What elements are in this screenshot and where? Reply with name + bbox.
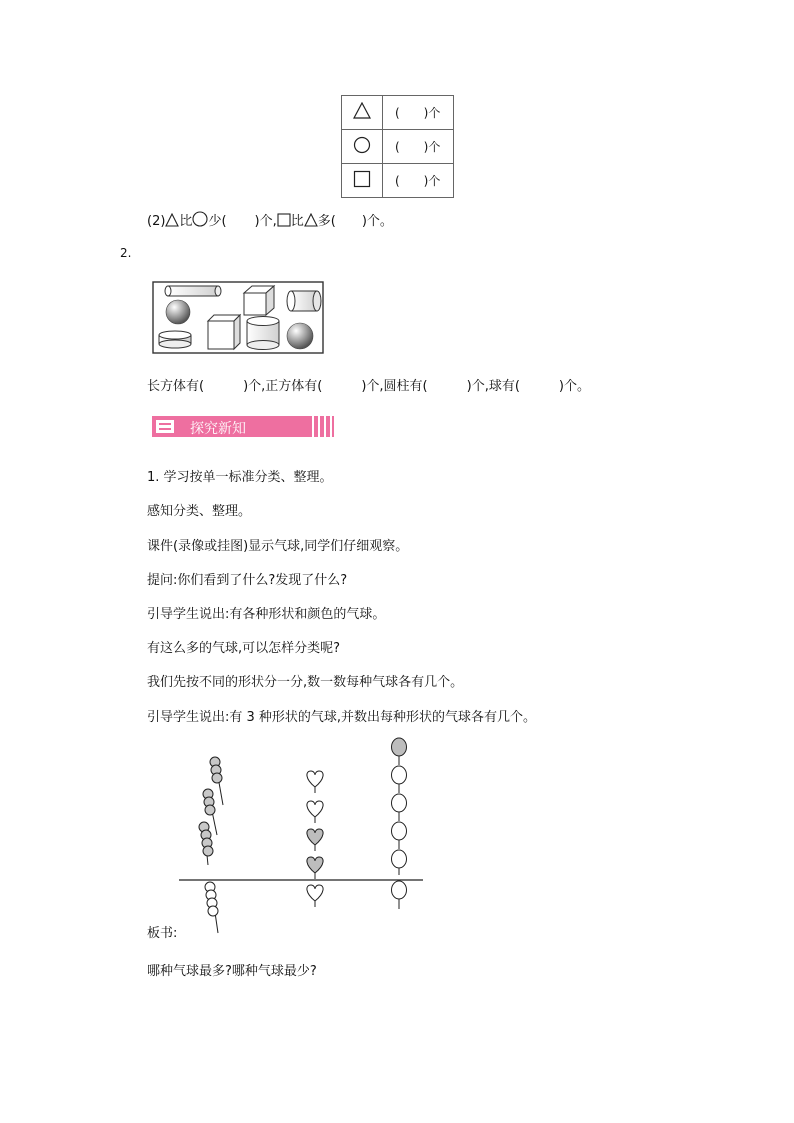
unit-text: )个。 xyxy=(361,214,393,229)
more-word: 多( xyxy=(317,214,336,229)
square-cell xyxy=(342,164,383,198)
question-prefix: (2) xyxy=(147,214,166,229)
round-balloon-icon xyxy=(392,881,407,909)
board-label: 板书: xyxy=(147,926,178,941)
paragraph: 引导学生说出:有各种形状和颜色的气球。 xyxy=(147,607,386,622)
question-number: 2. xyxy=(120,246,132,260)
count-blank: ( )个 xyxy=(395,174,441,188)
upright-cylinder-icon xyxy=(247,317,279,350)
sphere-icon xyxy=(287,323,313,349)
less-word: 少( xyxy=(208,214,227,229)
paragraph: 感知分类、整理。 xyxy=(147,504,252,519)
round-balloon-icon xyxy=(392,738,407,765)
heart-balloon-icon xyxy=(307,771,323,793)
square-icon xyxy=(353,170,371,188)
cuboid-icon xyxy=(208,315,240,349)
final-question: 哪种气球最多?哪种气球最少? xyxy=(147,964,317,979)
paragraph: 提问:你们看到了什么?发现了什么? xyxy=(147,573,348,588)
round-balloon-column xyxy=(392,738,407,909)
count-cell xyxy=(383,164,454,198)
heart-balloon-icon xyxy=(307,885,323,907)
count-blank: ( )个 xyxy=(395,140,441,154)
long-cylinder-icon xyxy=(165,286,221,296)
heart-balloon-column xyxy=(307,771,323,907)
paragraph: 我们先按不同的形状分一分,数一数每种气球各有几个。 xyxy=(147,675,464,690)
sphere-icon xyxy=(166,300,190,324)
square-icon xyxy=(277,213,291,227)
count-blank: ( )个 xyxy=(395,106,441,120)
heart-balloon-icon xyxy=(307,801,323,823)
compare-word: 比 xyxy=(290,214,304,229)
bead-balloon-column xyxy=(199,757,223,933)
shape-count-table xyxy=(341,95,454,198)
table-row xyxy=(342,164,454,198)
round-balloon-icon xyxy=(392,794,407,821)
table-row xyxy=(342,96,454,130)
round-balloon-icon xyxy=(392,766,407,793)
section-number-icon xyxy=(154,418,176,435)
triangle-icon xyxy=(353,102,371,120)
table-row xyxy=(342,130,454,164)
solids-answer-line: 长方体有( )个,正方体有( )个,圆柱有( )个,球有( )个。 xyxy=(147,379,590,394)
triangle-icon xyxy=(304,213,318,227)
comparison-question xyxy=(147,210,393,229)
round-balloon-icon xyxy=(392,850,407,875)
circle-icon xyxy=(192,211,208,227)
section-title: 探究新知 xyxy=(190,421,246,437)
flat-cylinder-icon xyxy=(159,331,191,348)
short-cylinder-icon xyxy=(287,291,321,311)
paragraph: 引导学生说出:有 3 种形状的气球,并数出每种形状的气球各有几个。 xyxy=(147,710,537,725)
circle-icon xyxy=(353,136,371,154)
bead-balloon-icon xyxy=(205,882,218,933)
balloon-diagram xyxy=(175,735,427,935)
heart-balloon-icon xyxy=(307,857,323,879)
paragraph: 有这么多的气球,可以怎样分类呢? xyxy=(147,641,341,656)
triangle-icon xyxy=(165,213,179,227)
section-header xyxy=(152,416,334,437)
bead-balloon-icon xyxy=(199,822,213,865)
round-balloon-icon xyxy=(392,822,407,849)
compare-word: 比 xyxy=(179,214,193,229)
paragraph: 课件(录像或挂图)显示气球,同学们仔细观察。 xyxy=(147,539,409,554)
count-cell xyxy=(383,130,454,164)
paragraph: 1. 学习按单一标准分类、整理。 xyxy=(147,470,333,485)
heart-balloon-icon xyxy=(307,829,323,851)
circle-cell xyxy=(342,130,383,164)
cube-icon xyxy=(244,286,274,315)
triangle-cell xyxy=(342,96,383,130)
count-cell xyxy=(383,96,454,130)
solids-picture xyxy=(152,281,324,355)
unit-text: )个, xyxy=(254,214,277,229)
